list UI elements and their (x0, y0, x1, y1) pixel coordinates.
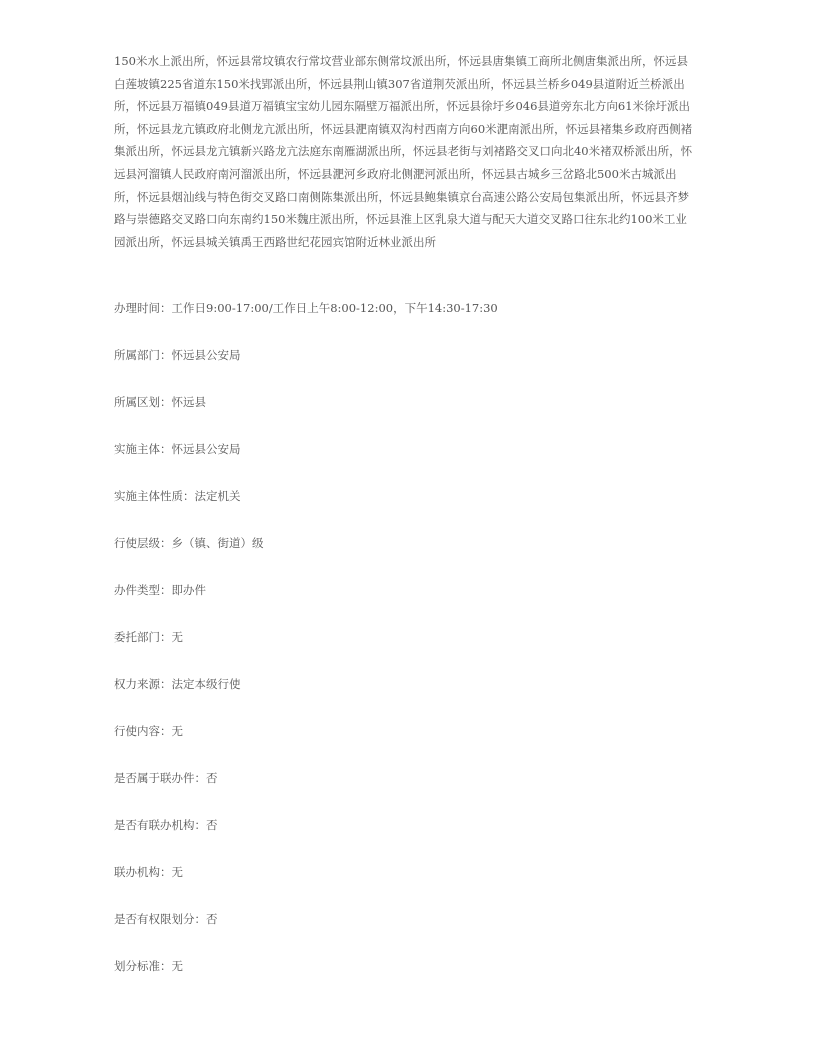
field-implementing-body: 实施主体：怀远县公安局 (114, 442, 241, 456)
field-body-nature: 实施主体性质：法定机关 (114, 489, 241, 503)
field-has-authority-division: 是否有权限划分：否 (114, 912, 218, 926)
field-joint-case: 是否属于联办件：否 (114, 771, 218, 785)
field-has-joint-agency: 是否有联办机构：否 (114, 818, 218, 832)
field-power-source: 权力来源：法定本级行使 (114, 677, 241, 691)
field-entrusted-department: 委托部门：无 (114, 630, 183, 644)
police-station-addresses-paragraph: 150米水上派出所，怀远县常坟镇农行常坟营业部东侧常坟派出所，怀远县唐集镇工商所北侧唐集派出所，怀远县白莲坡镇225省道东150米找郢派出所，怀远县荆山镇307省道荆芡派出所，怀远县兰桥乡049县道附近兰桥派出所，怀远县万福镇049县道万福镇宝宝幼儿园东隔壁万福派出所，怀远县徐圩乡046县道旁东北方向61米徐圩派出所，怀远县龙亢镇政府北侧龙亢派出所，怀远县淝南镇双沟村西南方向60米淝南派出所，怀远县褚集乡政府西侧褚集派出所，怀远县龙亢镇新兴路龙亢法庭东南雁湖派出所，怀远县老街与刘褚路交叉口向北40米褚双桥派出所，怀远县河溜镇人民政府南河溜派出所，怀远县淝河乡政府北侧淝河派出所，怀远县古城乡三岔路北500米古城派出所，怀远县烟汕线与特色街交叉路口南侧陈集派出所，怀远县鲍集镇京台高速公路公安局包集派出所，怀远县齐梦路与崇德路交叉路口向东南约150米魏庄派出所，怀远县淮上区乳泉大道与配天大道交叉路口往东北约100米工业园派出所，怀远县城关镇禹王西路世纪花园宾馆附近林业派出所 (114, 54, 693, 249)
field-department: 所属部门：怀远县公安局 (114, 348, 241, 362)
field-region: 所属区划：怀远县 (114, 395, 206, 409)
field-division-standard: 划分标准：无 (114, 959, 183, 973)
field-office-hours: 办理时间：工作日9:00-17:00/工作日上午8:00-12:00，下午14:30-17:30 (114, 301, 498, 315)
field-joint-agency: 联办机构：无 (114, 865, 183, 879)
field-exercise-level: 行使层级：乡（镇、街道）级 (114, 536, 264, 550)
field-exercise-content: 行使内容：无 (114, 724, 183, 738)
field-case-type: 办件类型：即办件 (114, 583, 206, 597)
